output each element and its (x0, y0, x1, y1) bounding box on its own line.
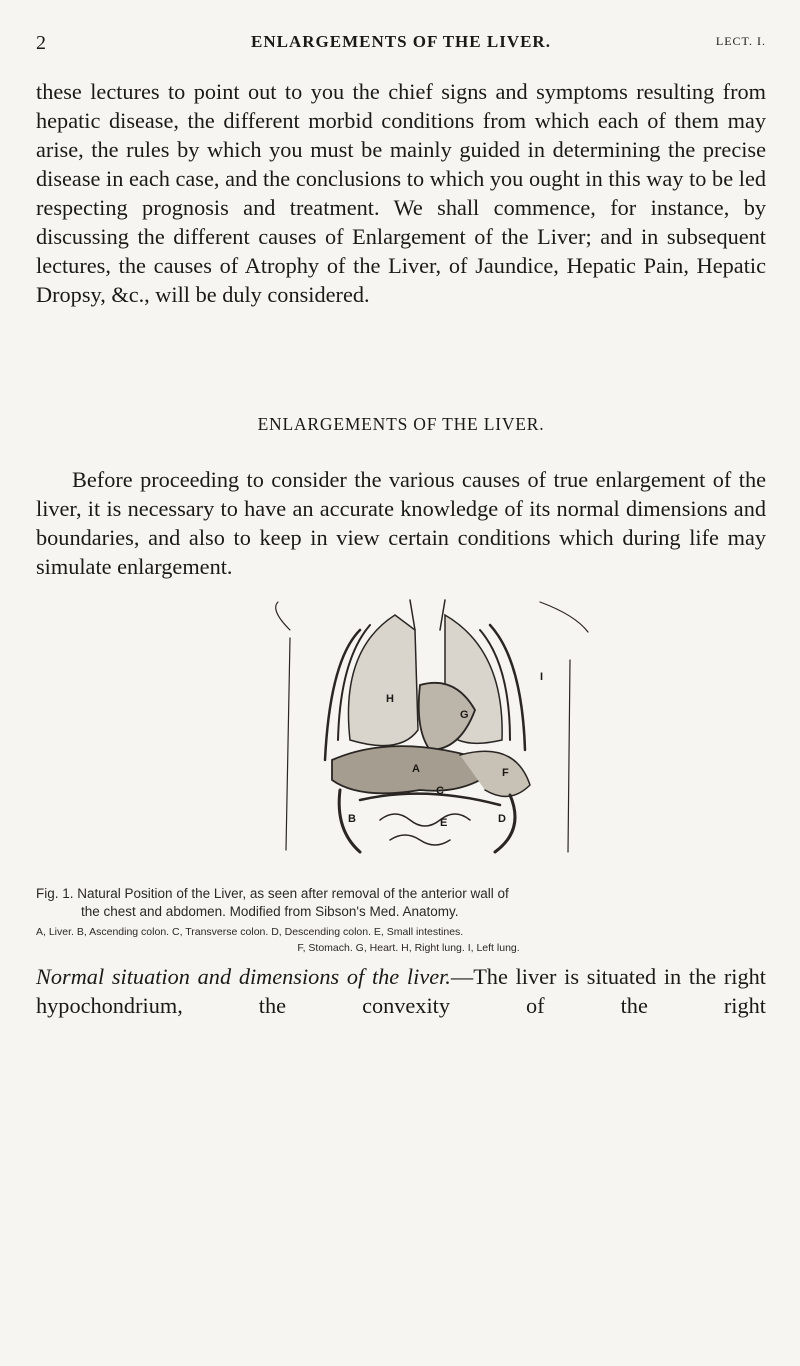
figure-legend-line-2: F, Stomach. G, Heart. H, Right lung. I, Left lung. (297, 942, 520, 954)
label-i: I (540, 671, 544, 683)
paragraph-intro: these lectures to point out to you the chief signs and symptoms resulting from hepatic disease, the different morbid conditions from which each of them may arise, the rules by which you must be mainly guided in determining the precise disease in each case, and the conclusions to which you ought in this way to be led respecting prognosis and treatment. We shall commence, for instance, by discussing the different causes of Enlargement of the Liver; and in subsequent lectures, the causes of Atrophy of the Liver, of Jaundice, Hepatic Pain, Hepatic Dropsy, &c., will be duly considered. (36, 79, 766, 307)
normal-situation-text: —The liver is situated in the right hypochondrium, the convexity of the right (36, 964, 766, 1018)
normal-situation-heading: Normal situation and dimensions of the liver. (36, 964, 451, 989)
paragraph-normal-situation (36, 962, 766, 1020)
label-b: B (348, 813, 356, 825)
running-title: ENLARGEMENTS OF THE LIVER. (251, 32, 551, 51)
page-number: 2 (36, 32, 47, 54)
label-e: E (440, 817, 448, 829)
figure-legend (36, 924, 771, 956)
label-d: D (498, 813, 506, 825)
label-f: F (502, 767, 509, 779)
figure-caption-line-2: the chest and abdomen. Modified from Sibson's Med. Anatomy. (81, 904, 459, 919)
label-g: G (460, 709, 469, 721)
section-heading: ENLARGEMENTS OF THE LIVER. (257, 414, 545, 434)
lecture-marker: LECT. I. (715, 34, 766, 48)
figure-caption (36, 885, 771, 921)
label-c: C (436, 785, 444, 797)
figure-caption-line-1: Fig. 1. Natural Position of the Liver, as seen after removal of the anterior wall of (36, 886, 509, 901)
figure-legend-line-1: A, Liver. B, Ascending colon. C, Transverse colon. D, Descending colon. E, Small intestines. (36, 926, 464, 938)
label-a: A (412, 763, 420, 775)
running-head (36, 28, 766, 56)
anatomical-figure (240, 590, 610, 860)
figure-illustration (240, 590, 610, 860)
label-h: H (386, 693, 394, 705)
paragraph-before-proceeding: Before proceeding to consider the various causes of true enlargement of the liver, it is necessary to have an accurate knowledge of its normal dimensions and boundaries, and also to keep in view certain conditions which during life may simulate enlargement. (36, 467, 766, 579)
